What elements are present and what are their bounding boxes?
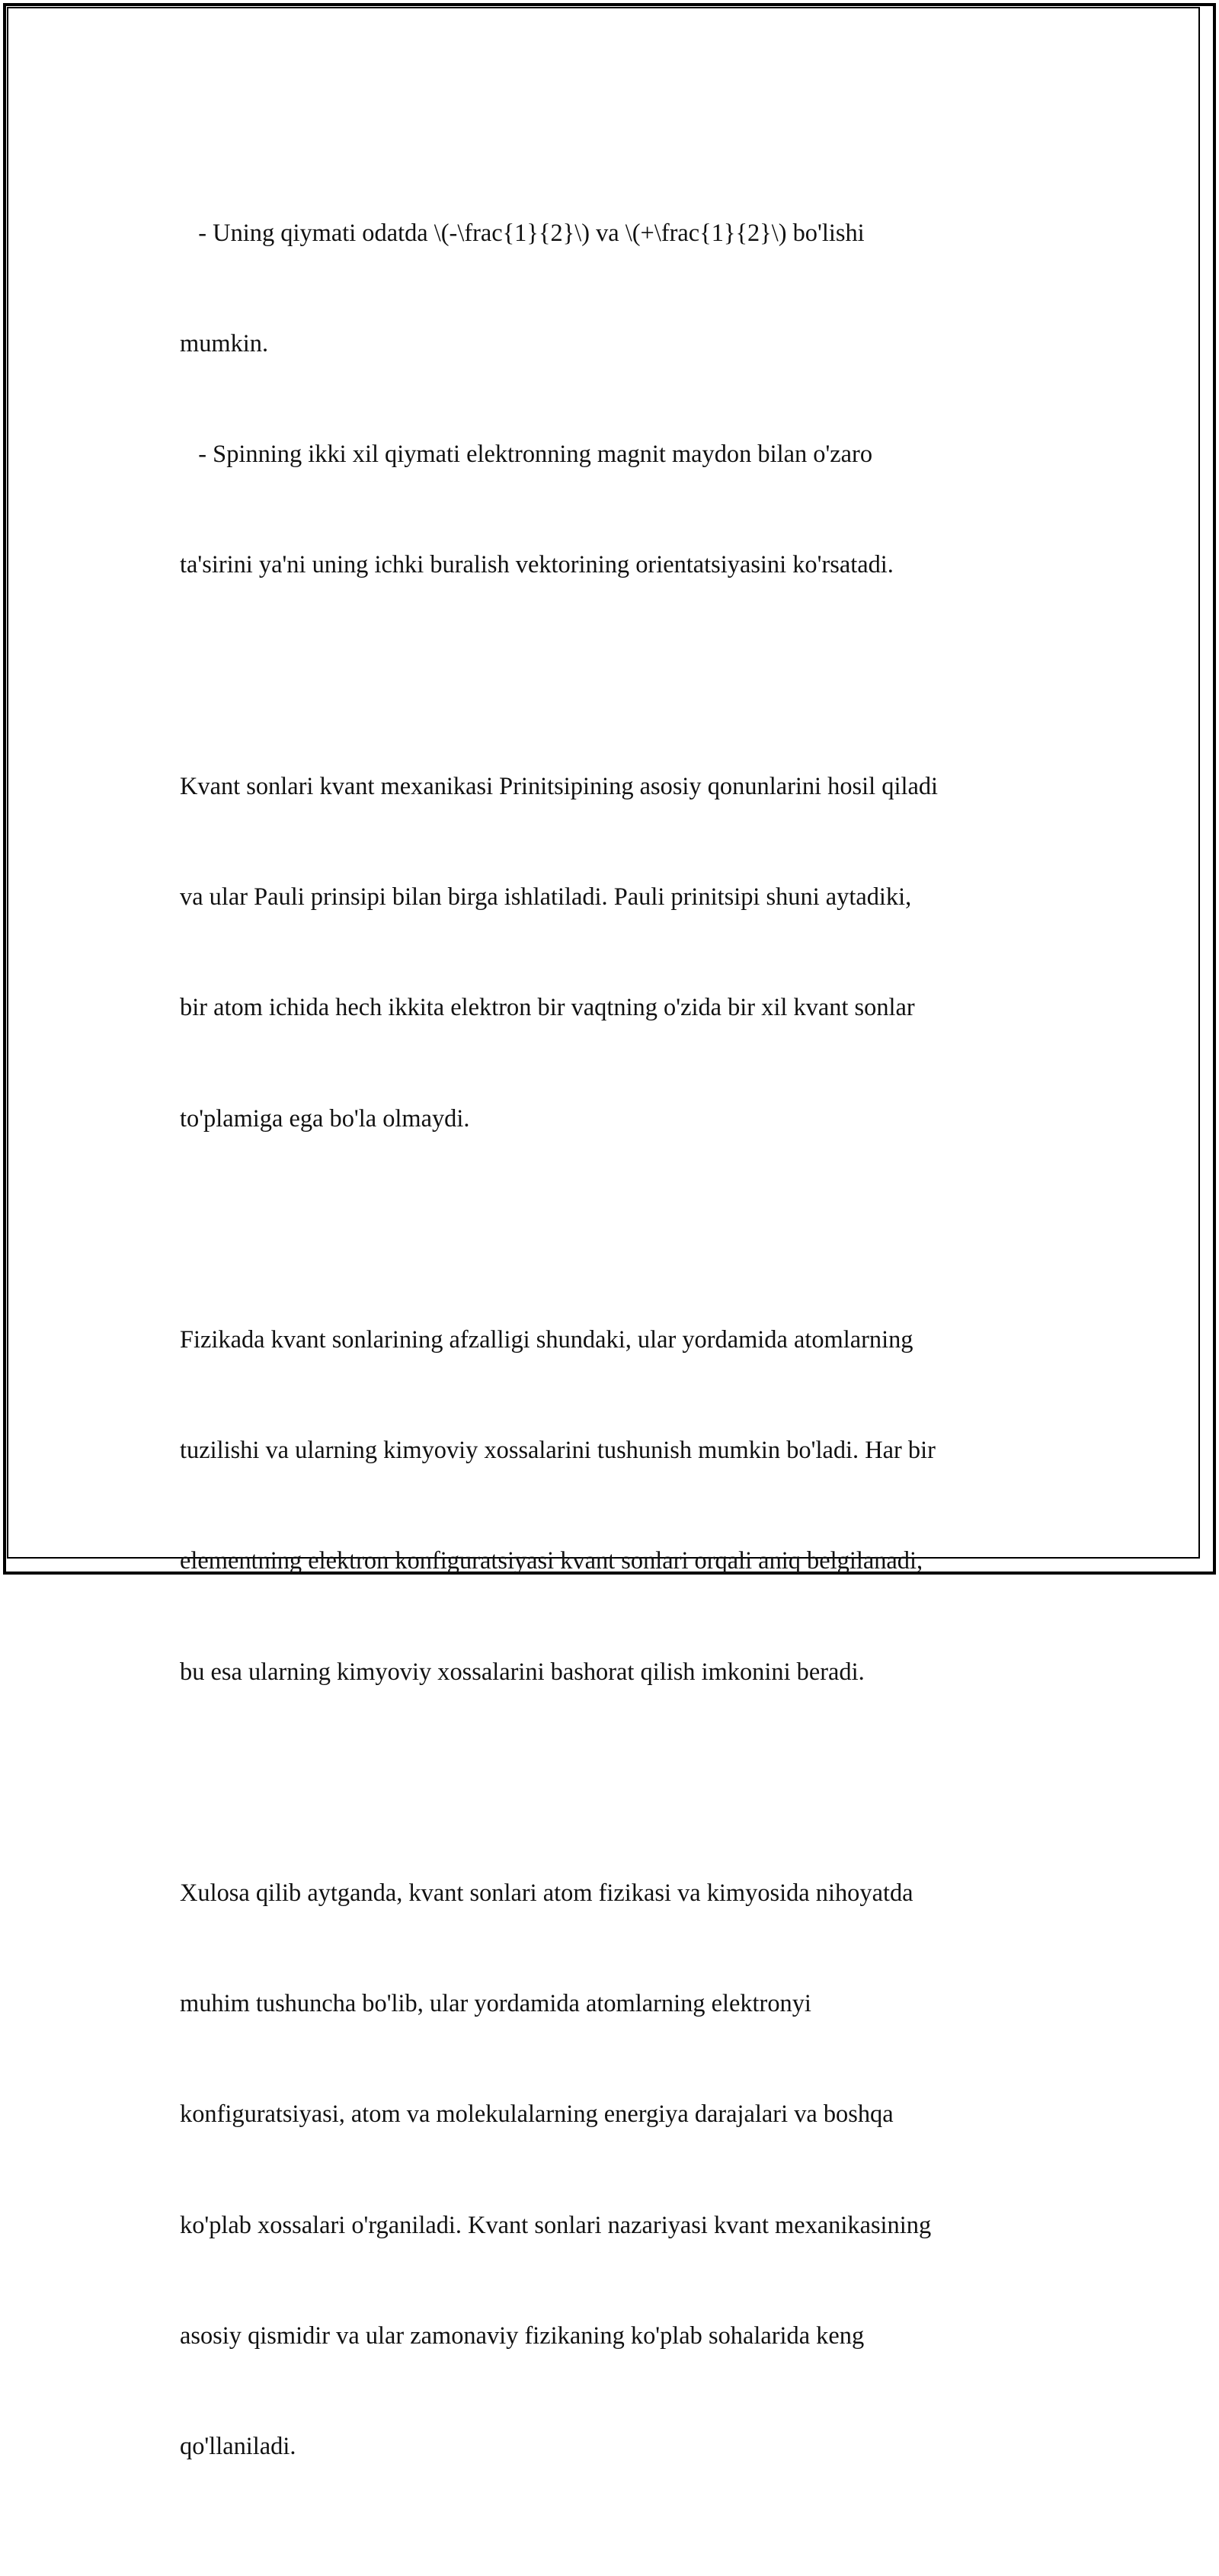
text-line: ko'plab xossalari o'rganiladi. Kvant sonlari nazariyasi kvant mexanikasining [180,2211,932,2239]
paragraph-physics-advantage [180,1248,1064,1764]
paragraph-conclusion [180,1801,1064,2539]
text-line: Kvant sonlari kvant mexanikasi Prinitsipining asosiy qonunlarini hosil qiladi [180,772,939,800]
text-line: muhim tushuncha bo'lib, ular yordamida atomlarning elektronyi [180,1990,811,2018]
paragraph-spin-values [180,141,1064,658]
text-line: tuzilishi va ularning kimyoviy xossalarini tushunish mumkin bo'ladi. Har bir [180,1437,936,1465]
text-line: va ular Pauli prinsipi bilan birga ishlatiladi. Pauli prinitsipi shuni aytadiki, [180,883,912,912]
text-line: bu esa ularning kimyoviy xossalarini bashorat qilish imkonini beradi. [180,1658,865,1686]
text-line: qo'llaniladi. [180,2433,296,2461]
text-line: - Uning qiymati odatda \(-\frac{1}{2}\) va \(+\frac{1}{2}\) bo'lishi [180,219,865,247]
text-line: bir atom ichida hech ikkita elektron bir vaqtning o'zida bir xil kvant sonlar [180,994,915,1022]
paragraph-pauli-principle [180,694,1064,1211]
text-line: asosiy qismidir va ular zamonaviy fizikaning ko'plab sohalarida keng [180,2321,865,2350]
text-line: Fizikada kvant sonlarining afzalligi shundaki, ular yordamida atomlarning [180,1325,913,1354]
text-line: - Spinning ikki xil qiymati elektronning magnit maydon bilan o'zaro [180,441,873,469]
text-line: Xulosa qilib aytganda, kvant sonlari atom fizikasi va kimyosida nihoyatda [180,1879,913,1908]
text-line: to'plamiga ega bo'la olmaydi. [180,1104,470,1133]
text-line: elementning elektron konfiguratsiyasi kvant sonlari orqali aniq belgilanadi, [180,1547,923,1575]
document-body [180,141,1064,2576]
text-line: konfiguratsiyasi, atom va molekulalarning energiya darajalari va boshqa [180,2100,894,2129]
text-line: ta'sirini ya'ni uning ichki buralish vektorining orientatsiyasini ko'rsatadi. [180,551,894,579]
text-line: mumkin. [180,330,269,358]
